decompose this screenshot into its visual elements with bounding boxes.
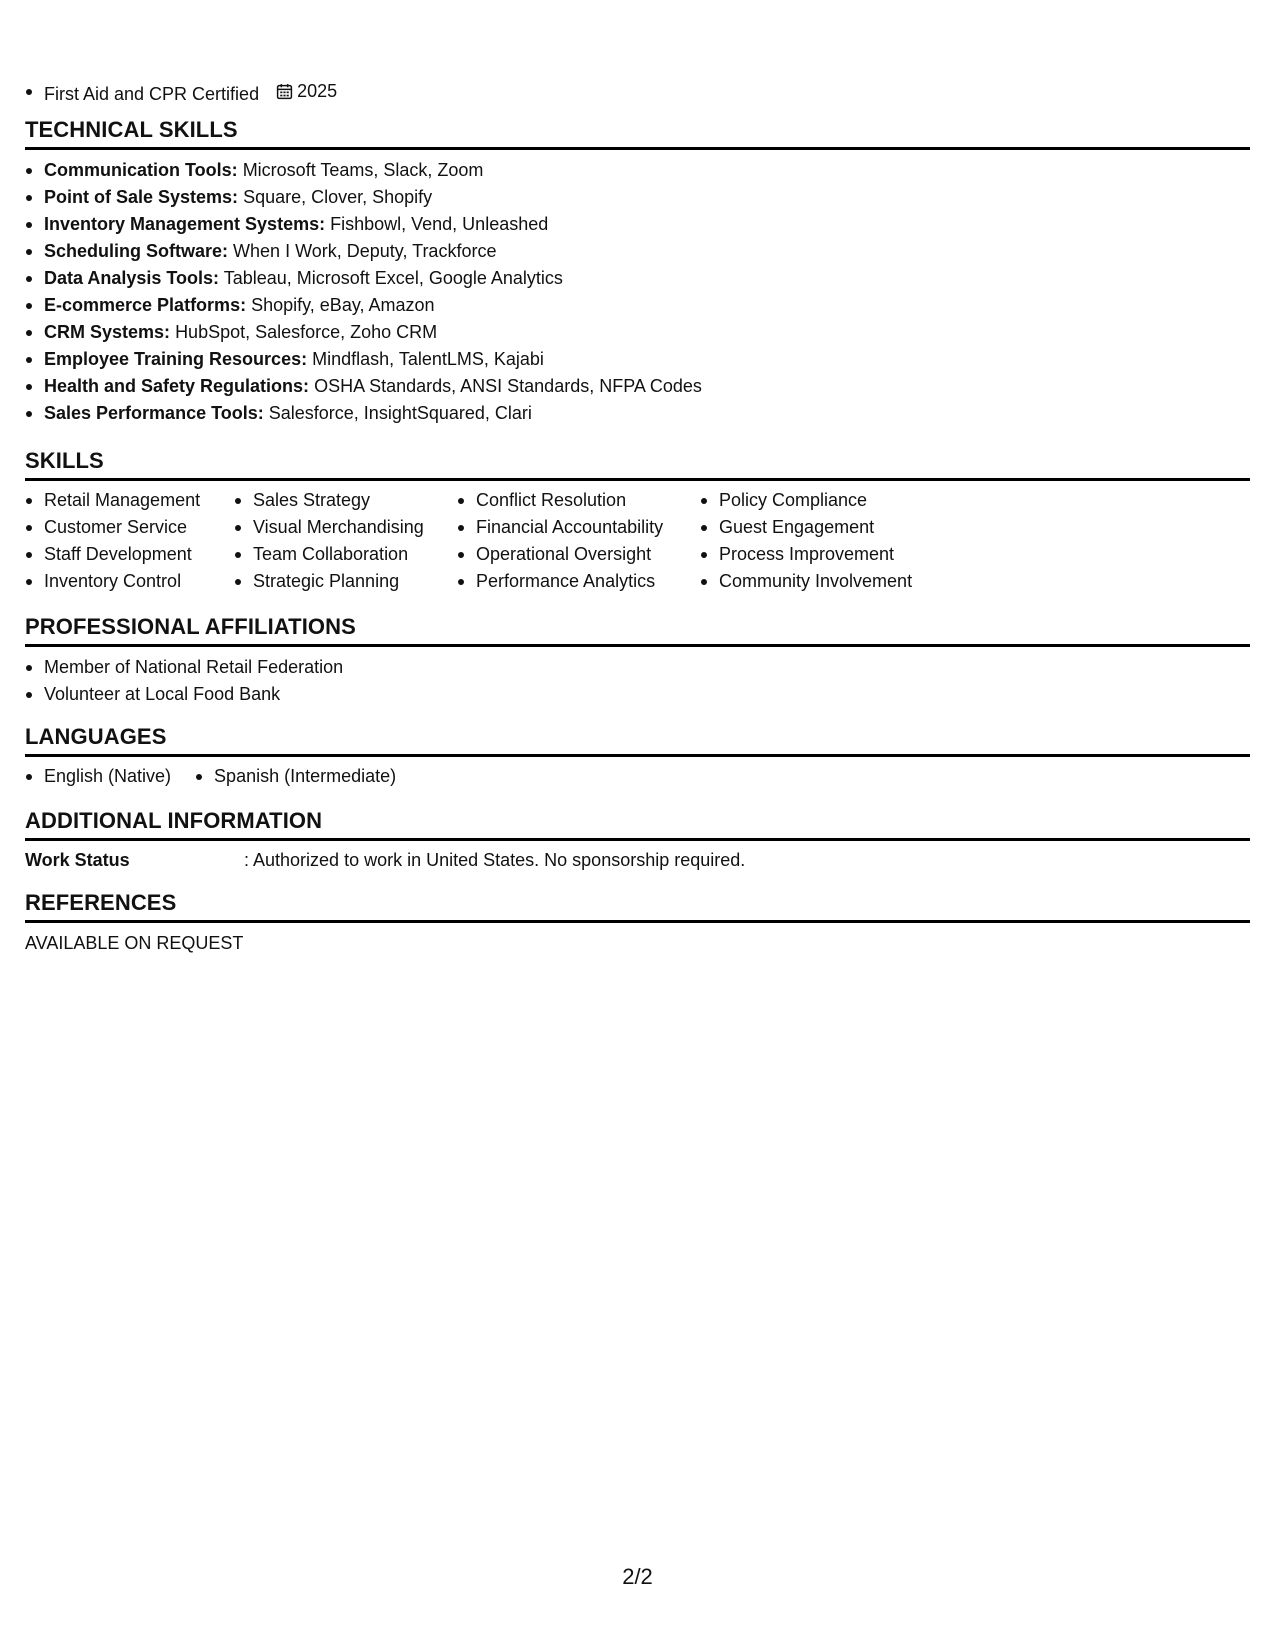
skill-category: Health and Safety Regulations: [44, 376, 310, 396]
list-item [25, 319, 702, 346]
skill-category: Point of Sale Systems: [44, 187, 239, 207]
skill-values: OSHA Standards, ANSI Standards, NFPA Codes [314, 376, 702, 396]
list-item: Member of National Retail Federation [25, 654, 343, 681]
technical-skills-list [25, 157, 702, 427]
skill-values: When I Work, Deputy, Trackforce [233, 241, 497, 261]
certification-name: First Aid and CPR Certified [44, 84, 260, 104]
certification-date [276, 78, 337, 105]
list-item: Conflict Resolution [457, 487, 678, 514]
list-item [25, 346, 702, 373]
technical-skills-heading: TECHNICAL SKILLS [25, 116, 1250, 150]
calendar-icon [276, 83, 293, 100]
list-item [25, 238, 702, 265]
list-item: Financial Accountability [457, 514, 678, 541]
affiliations-list [25, 654, 343, 708]
skill-values: Microsoft Teams, Slack, Zoom [242, 160, 484, 180]
list-item: Performance Analytics [457, 568, 678, 595]
skill-category: CRM Systems: [44, 322, 171, 342]
work-status-row [25, 847, 745, 874]
skill-values: Shopify, eBay, Amazon [251, 295, 435, 315]
skill-values: Salesforce, InsightSquared, Clari [268, 403, 532, 423]
references-heading: REFERENCES [25, 889, 1250, 923]
skill-values: Square, Clover, Shopify [243, 187, 433, 207]
skill-values: Fishbowl, Vend, Unleashed [330, 214, 549, 234]
list-item: Policy Compliance [700, 487, 940, 514]
list-item [25, 400, 702, 427]
list-item: Community Involvement [700, 568, 940, 595]
skills-heading: SKILLS [25, 447, 1250, 481]
list-item: Visual Merchandising [234, 514, 435, 541]
skills-column [25, 487, 212, 595]
additional-information-heading: ADDITIONAL INFORMATION [25, 807, 1250, 841]
skill-category: E-commerce Platforms: [44, 295, 247, 315]
list-item [25, 184, 702, 211]
list-item: Guest Engagement [700, 514, 940, 541]
skill-category: Scheduling Software: [44, 241, 229, 261]
list-item [25, 157, 702, 184]
list-item: Operational Oversight [457, 541, 678, 568]
languages-list [25, 763, 420, 790]
skills-grid [25, 487, 962, 595]
skill-category: Sales Performance Tools: [44, 403, 264, 423]
list-item: Volunteer at Local Food Bank [25, 681, 343, 708]
list-item: Strategic Planning [234, 568, 435, 595]
page-number: 2/2 [622, 1564, 653, 1589]
references-text: AVAILABLE ON REQUEST [25, 933, 244, 953]
list-item: Team Collaboration [234, 541, 435, 568]
list-item: Customer Service [25, 514, 212, 541]
skill-category: Communication Tools: [44, 160, 238, 180]
list-item [25, 373, 702, 400]
skills-column [234, 487, 435, 595]
work-status-value: : Authorized to work in United States. No sponsorship required. [244, 850, 746, 870]
skill-values: Mindflash, TalentLMS, Kajabi [312, 349, 544, 369]
list-item: Sales Strategy [234, 487, 435, 514]
list-item: Spanish (Intermediate) [195, 763, 396, 790]
list-item: English (Native) [25, 763, 171, 790]
work-status-label: Work Status [25, 850, 130, 870]
list-item [25, 78, 337, 105]
skills-column [700, 487, 940, 595]
languages-heading: LANGUAGES [25, 723, 1250, 757]
list-item: Process Improvement [700, 541, 940, 568]
skill-category: Inventory Management Systems: [44, 214, 326, 234]
skill-values: HubSpot, Salesforce, Zoho CRM [175, 322, 438, 342]
list-item: Inventory Control [25, 568, 212, 595]
list-item: Staff Development [25, 541, 212, 568]
certification-list [25, 78, 337, 105]
skill-category: Employee Training Resources: [44, 349, 308, 369]
list-item: Retail Management [25, 487, 212, 514]
list-item [25, 292, 702, 319]
skill-values: Tableau, Microsoft Excel, Google Analytics [223, 268, 563, 288]
certification-year: 2025 [297, 81, 338, 101]
resume-page [25, 0, 1250, 1650]
skill-category: Data Analysis Tools: [44, 268, 220, 288]
list-item [25, 211, 702, 238]
list-item [25, 265, 702, 292]
affiliations-heading: PROFESSIONAL AFFILIATIONS [25, 613, 1250, 647]
skills-column [457, 487, 678, 595]
